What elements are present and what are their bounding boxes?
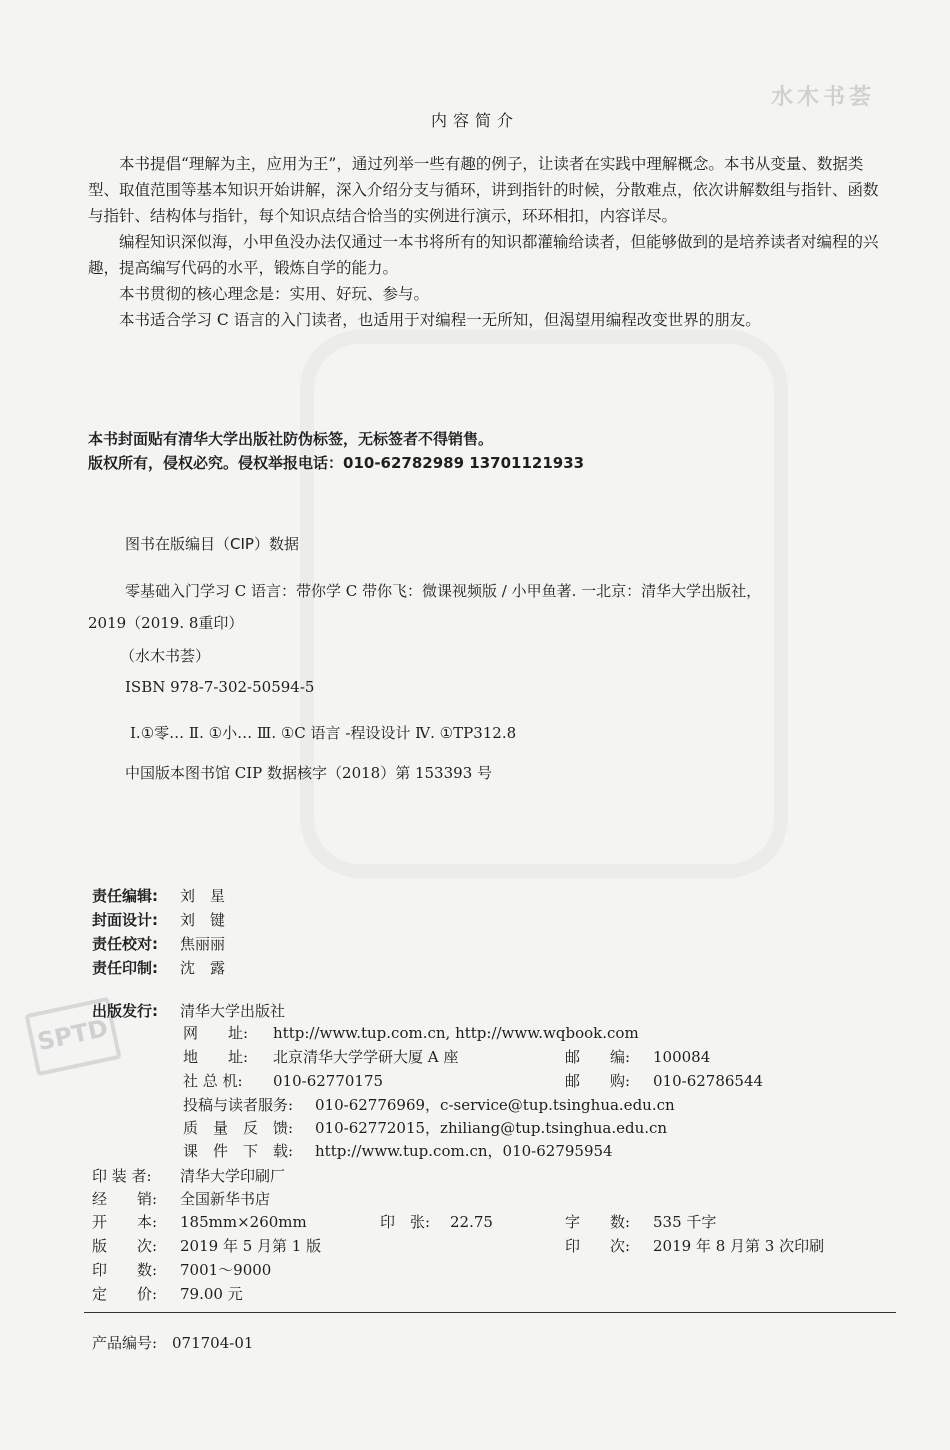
publisher-courseware-label: 课 件 下 载: bbox=[183, 1142, 294, 1160]
edition-label: 版 次: bbox=[92, 1237, 158, 1255]
cip-entry-line1: 零基础入门学习 C 语言：带你学 C 带你飞：微课视频版 / 小甲鱼著. 一北京：清华大学出版社， bbox=[125, 582, 762, 600]
publisher-switchboard-row bbox=[183, 1070, 383, 1091]
cip-record: 中国版本图书馆 CIP 数据核字（2018）第 153393 号 bbox=[125, 764, 493, 782]
publisher-mail-order-label: 邮 购: bbox=[565, 1072, 631, 1090]
copies-row bbox=[92, 1259, 271, 1280]
publisher-service-label: 投稿与读者服务: bbox=[183, 1096, 294, 1114]
staff-printing-value: 沈 露 bbox=[180, 959, 226, 977]
brand-watermark: 水木书荟 bbox=[770, 85, 875, 110]
cip-heading: 图书在版编目（CIP）数据 bbox=[125, 535, 299, 553]
printer-value: 清华大学印刷厂 bbox=[180, 1167, 286, 1185]
edition-row bbox=[92, 1235, 321, 1256]
sheets-row bbox=[380, 1211, 493, 1232]
staff-cover-designer-label: 封面设计: bbox=[92, 911, 158, 929]
section-title: 内容简介 bbox=[430, 111, 519, 130]
publisher-web-value: http://www.tup.com.cn, http://www.wqbook.com bbox=[273, 1024, 639, 1042]
publisher-quality-label: 质 量 反 馈: bbox=[183, 1119, 294, 1137]
publisher-switchboard-value: 010-62770175 bbox=[273, 1072, 384, 1090]
summary-paragraph-3: 本书贯彻的核心理念是：实用、好玩、参与。 bbox=[119, 285, 430, 303]
format-row bbox=[92, 1211, 307, 1232]
cip-series: （水木书荟） bbox=[120, 647, 211, 665]
copies-label: 印 数: bbox=[92, 1261, 158, 1279]
staff-proofreader-value: 焦丽丽 bbox=[180, 935, 226, 953]
anti-counterfeit-notice: 本书封面贴有清华大学出版社防伪标签，无标签者不得销售。 bbox=[88, 430, 494, 448]
summary-paragraph-1: 本书提倡“理解为主，应用为王”，通过列举一些有趣的例子，让读者在实践中理解概念。本书从变量、数据类型、取值范围等基本知识开始讲解，深入介绍分支与循环，讲到指针的时候，分散难点，依次讲解数组与指针、函数与指针、结构体与指针，每个知识点结合恰当的实例进行演示，环环相扣，内容详尽。 bbox=[88, 155, 879, 225]
staff-printing bbox=[92, 957, 225, 978]
product-code-value: 071704-01 bbox=[172, 1334, 254, 1352]
publisher-zip-label: 邮 编: bbox=[565, 1048, 631, 1066]
impression-label: 印 次: bbox=[565, 1237, 631, 1255]
printer-row bbox=[92, 1165, 285, 1186]
product-code-label: 产品编号: bbox=[92, 1334, 158, 1352]
sheets-value: 22.75 bbox=[450, 1213, 493, 1231]
publisher-service-row bbox=[183, 1094, 675, 1115]
cip-classification: Ⅰ.①零… Ⅱ. ①小… Ⅲ. ①C 语言 -程设设计 Ⅳ. ①TP312.8 bbox=[130, 724, 517, 742]
staff-printing-label: 责任印制: bbox=[92, 959, 158, 977]
impression-row bbox=[565, 1235, 824, 1256]
publisher-label: 出版发行: bbox=[92, 1002, 158, 1020]
summary-paragraph-2: 编程知识深似海，小甲鱼没办法仅通过一本书将所有的知识都灌输给读者，但能够做到的是培养读者对编程的兴趣，提高编写代码的水平，锻炼自学的能力。 bbox=[88, 233, 879, 277]
cip-isbn: ISBN 978-7-302-50594-5 bbox=[125, 678, 315, 696]
publisher-mail-order-value: 010-62786544 bbox=[653, 1072, 764, 1090]
cip-entry-line2: 2019（2019. 8重印） bbox=[88, 614, 244, 632]
format-value: 185mm×260mm bbox=[180, 1213, 307, 1231]
publisher-zip-value: 100084 bbox=[653, 1048, 711, 1066]
price-value: 79.00 元 bbox=[180, 1285, 243, 1303]
publisher-name: 清华大学出版社 bbox=[180, 1002, 286, 1020]
divider-line bbox=[84, 1312, 896, 1313]
words-label: 字 数: bbox=[565, 1213, 631, 1231]
publisher-row bbox=[92, 1000, 285, 1021]
cover-show-through bbox=[300, 330, 788, 878]
publisher-web-label: 网 址: bbox=[183, 1024, 249, 1042]
publisher-courseware-value: http://www.tup.com.cn，010-62795954 bbox=[315, 1142, 613, 1160]
sheets-label: 印 张: bbox=[380, 1213, 431, 1231]
price-label: 定 价: bbox=[92, 1285, 158, 1303]
summary-block bbox=[88, 151, 888, 333]
words-row bbox=[565, 1211, 716, 1232]
price-row bbox=[92, 1283, 243, 1304]
publisher-mail-order-row bbox=[565, 1070, 763, 1091]
staff-editor-value: 刘 星 bbox=[180, 887, 226, 905]
staff-cover-designer bbox=[92, 909, 225, 930]
publisher-courseware-row bbox=[183, 1140, 613, 1161]
distributor-label: 经 销: bbox=[92, 1190, 158, 1208]
publisher-address-row bbox=[183, 1046, 458, 1067]
impression-value: 2019 年 8 月第 3 次印刷 bbox=[653, 1237, 825, 1255]
format-label: 开 本: bbox=[92, 1213, 158, 1231]
staff-proofreader bbox=[92, 933, 225, 954]
publisher-address-value: 北京清华大学学研大厦 A 座 bbox=[273, 1048, 459, 1066]
distributor-value: 全国新华书店 bbox=[180, 1190, 271, 1208]
publisher-address-label: 地 址: bbox=[183, 1048, 249, 1066]
copyright-notice: 版权所有，侵权必究。侵权举报电话：010-62782989 13701121933 bbox=[88, 454, 585, 472]
summary-paragraph-4: 本书适合学习 C 语言的入门读者，也适用于对编程一无所知，但渴望用编程改变世界的朋友。 bbox=[119, 311, 761, 329]
printer-label: 印 装 者: bbox=[92, 1167, 152, 1185]
publisher-zip-row bbox=[565, 1046, 710, 1067]
copies-value: 7001～9000 bbox=[180, 1261, 272, 1279]
staff-editor bbox=[92, 885, 225, 906]
staff-cover-designer-value: 刘 键 bbox=[180, 911, 226, 929]
staff-proofreader-label: 责任校对: bbox=[92, 935, 158, 953]
publisher-web-row bbox=[183, 1022, 639, 1043]
edition-value: 2019 年 5 月第 1 版 bbox=[180, 1237, 322, 1255]
staff-editor-label: 责任编辑: bbox=[92, 887, 158, 905]
publisher-quality-row bbox=[183, 1117, 667, 1138]
distributor-row bbox=[92, 1188, 270, 1209]
stamp-mark: SPTD bbox=[24, 997, 121, 1077]
publisher-switchboard-label: 社 总 机: bbox=[183, 1072, 243, 1090]
publisher-service-value: 010-62776969，c-service@tup.tsinghua.edu.cn bbox=[315, 1096, 675, 1114]
words-value: 535 千字 bbox=[653, 1213, 717, 1231]
product-code-row bbox=[92, 1332, 253, 1353]
publisher-quality-value: 010-62772015，zhiliang@tup.tsinghua.edu.cn bbox=[315, 1119, 668, 1137]
